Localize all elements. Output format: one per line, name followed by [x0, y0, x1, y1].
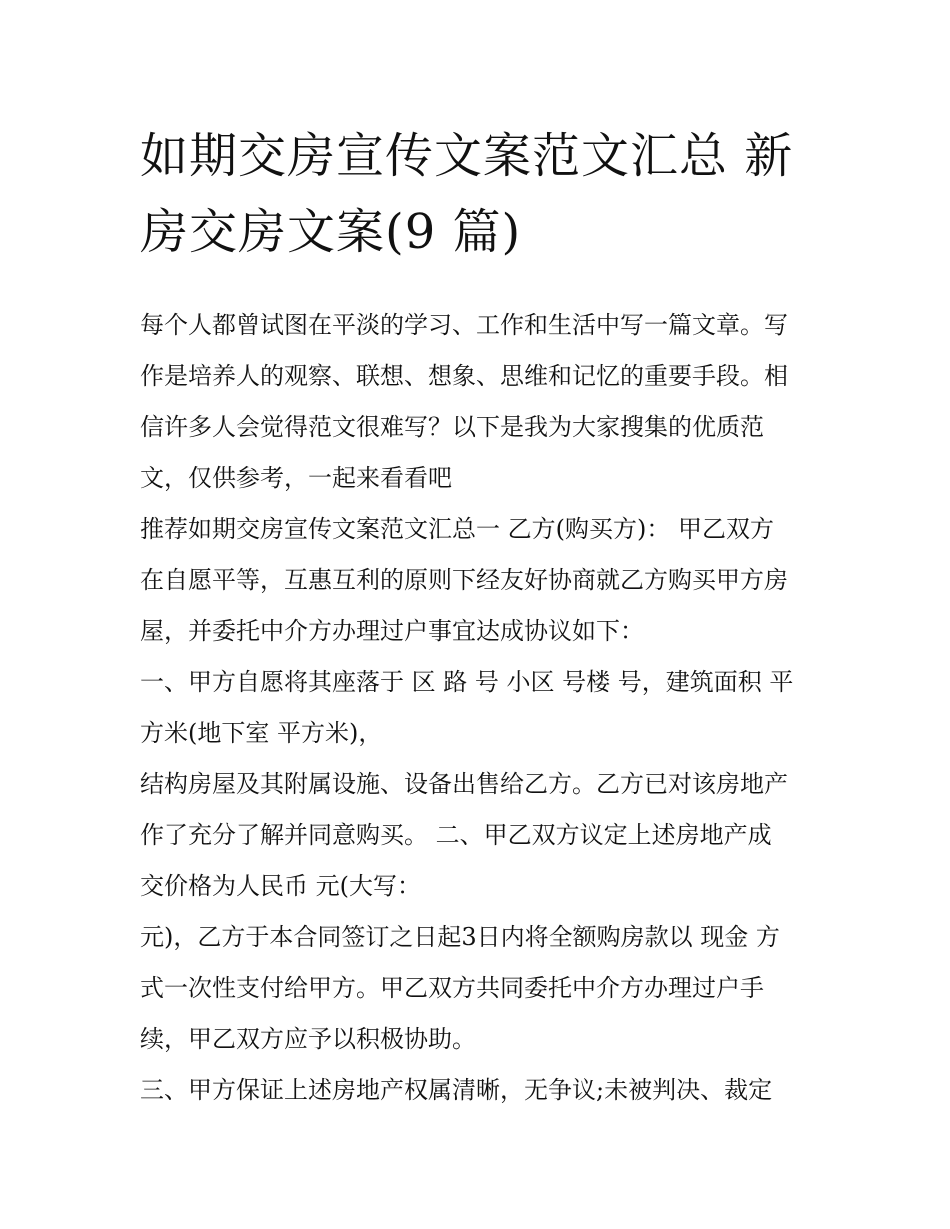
title-line: 房交房文案(9 篇) — [140, 204, 522, 260]
text-line: 方米(地下室 平方米)， — [140, 719, 383, 747]
text-line: 每个人都曾试图在平淡的学习、工作和生活中写一篇文章。写 — [140, 311, 788, 339]
text-line: 信许多人会觉得范文很难写？以下是我为大家搜集的优质范 — [140, 413, 764, 441]
text-line: 三、甲方保证上述房地产权属清晰，无争议;未被判决、裁定 — [140, 1076, 773, 1104]
document-title — [140, 118, 812, 270]
text-line: 式一次性支付给甲方。甲乙双方共同委托中介方办理过户手 — [140, 974, 764, 1002]
payment-paragraph — [140, 912, 812, 1065]
clause-one-continued-paragraph — [140, 759, 812, 912]
clause-three-paragraph — [140, 1065, 812, 1116]
text-line: 推荐如期交房宣传文案范文汇总一 乙方(购买方)： 甲乙双方 — [140, 515, 774, 543]
document-body — [140, 118, 812, 1116]
agreement-intro-paragraph — [140, 504, 812, 657]
text-line: 屋，并委托中介方办理过户事宜达成协议如下： — [140, 617, 644, 645]
text-line: 作是培养人的观察、联想、想象、思维和记忆的重要手段。相 — [140, 362, 788, 390]
text-line: 结构房屋及其附属设施、设备出售给乙方。乙方已对该房地产 — [140, 770, 788, 798]
title-line: 如期交房宣传文案范文汇总 新 — [140, 128, 794, 184]
text-line: 作了充分了解并同意购买。 二、甲乙双方议定上述房地产成 — [140, 821, 772, 849]
text-line: 元)，乙方于本合同签订之日起3日内将全额购房款以 现金 方 — [140, 923, 780, 951]
intro-paragraph — [140, 300, 812, 504]
text-line: 一、甲方自愿将其座落于 区 路 号 小区 号楼 号，建筑面积 平 — [140, 668, 794, 696]
text-line: 在自愿平等，互惠互利的原则下经友好协商就乙方购买甲方房 — [140, 566, 788, 594]
clause-one-paragraph — [140, 657, 812, 759]
text-line: 文，仅供参考，一起来看看吧 — [140, 464, 452, 492]
text-line: 交价格为人民币 元(大写： — [140, 872, 421, 900]
text-line: 续，甲乙双方应予以积极协助。 — [140, 1025, 476, 1053]
